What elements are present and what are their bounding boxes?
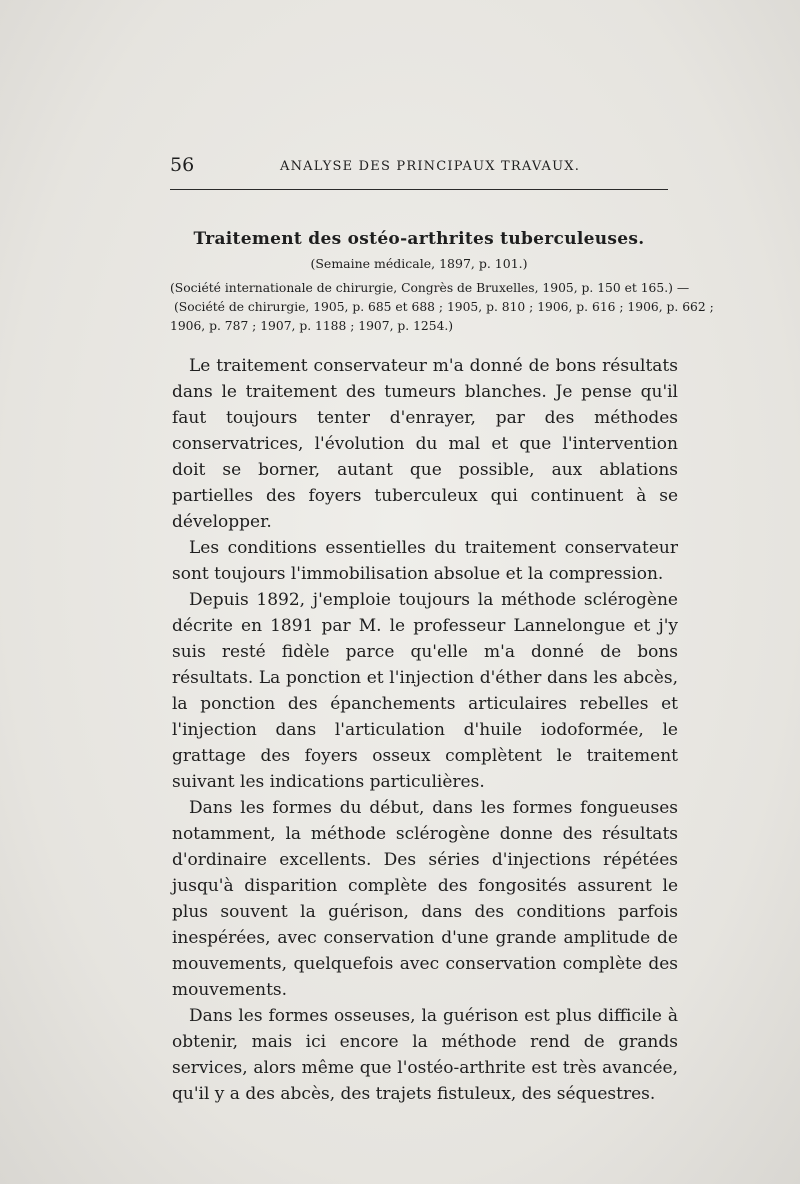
- running-title: ANALYSE DES PRINCIPAUX TRAVAUX.: [280, 159, 581, 174]
- reference-line: (Société internationale de chirurgie, Congrès de Bruxelles, 1905, p. 150 et 165.) —: [170, 281, 690, 295]
- article-title: Traitement des ostéo-arthrites tuberculeuses.: [193, 229, 645, 249]
- body-paragraph: Dans les formes osseuses, la guérison est plus difficile à obtenir, mais ici encore la méthode rend de grands services, alors même que l'ostéo-arthrite est très avancée, qu'il y a des abcès, des trajets fistuleux, des séquestres.: [172, 1006, 678, 1104]
- page-header: [170, 154, 668, 184]
- body-paragraph: Depuis 1892, j'emploie toujours la méthode sclérogène décrite en 1891 par M. le professeur Lannelongue et j'y suis resté fidèle parce qu'elle m'a donné de bons résultats. La ponction et l'injection d'éther dans les abcès, la ponction des épanchements articulaires rebelles et l'injection dans l'articulation d'huile iodoformée, le grattage des foyers osseux complètent le traitement suivant les indications particulières.: [172, 590, 678, 792]
- article-body: [172, 353, 678, 1107]
- body-paragraph: Dans les formes du début, dans les formes fongueuses notamment, la méthode sclérogène donne des résultats d'ordinaire excellents. Des séries d'injections répétées jusqu'à disparition complète des fongosités assurent le plus souvent la guérison, dans des conditions parfois inespérées, avec conservation d'une grande amplitude de mouvements, quelquefois avec conservation complète des mouvements.: [172, 798, 678, 1000]
- reference-line: 1906, p. 787 ; 1907, p. 1188 ; 1907, p. 1254.): [170, 319, 454, 333]
- body-paragraph: Le traitement conservateur m'a donné de bons résultats dans le traitement des tumeurs blanches. Je pense qu'il faut toujours tenter d'enrayer, par des méthodes conservatrices, l'évolution du mal et que l'intervention doit se borner, autant que possible, aux ablations partielles des foyers tuberculeux qui continuent à se développer.: [172, 356, 678, 532]
- article-references: [170, 279, 714, 336]
- reference-line: (Société de chirurgie, 1905, p. 685 et 688 ; 1905, p. 810 ; 1906, p. 616 ; 1906, p. 662 ;: [174, 300, 714, 314]
- article-source: (Semaine médicale, 1897, p. 101.): [310, 256, 528, 271]
- page-number: 56: [170, 154, 195, 176]
- header-rule: [170, 189, 668, 190]
- body-paragraph: Les conditions essentielles du traitement conservateur sont toujours l'immobilisation absolue et la compression.: [172, 538, 678, 584]
